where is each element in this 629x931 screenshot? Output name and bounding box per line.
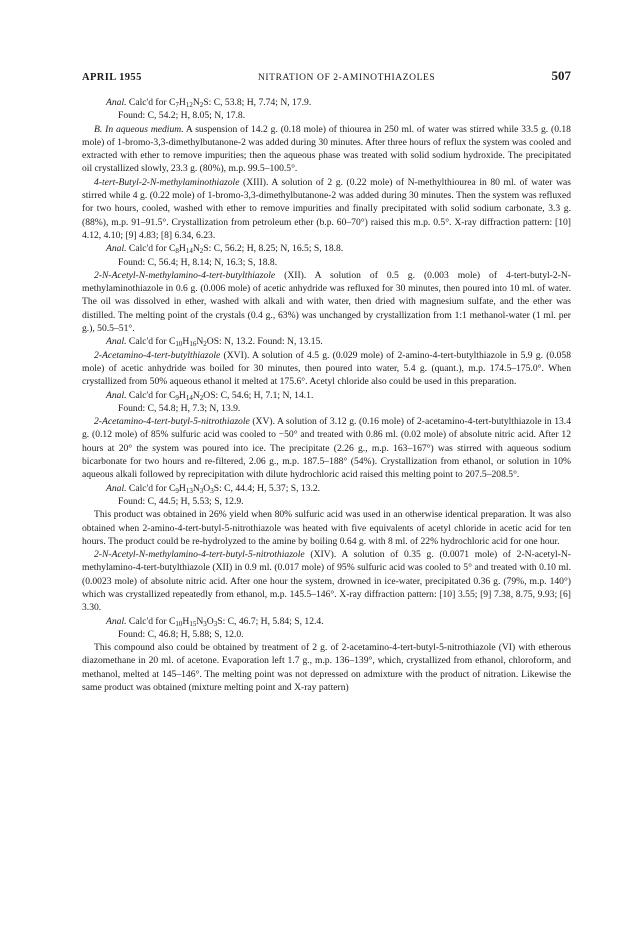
analysis-found-4: Found: C, 54.8; H, 7.3; N, 13.9.: [118, 402, 241, 414]
analysis-calc-1: Anal. Calc'd for $C_7H_{12}N_2S$: C, 53.8; H, 7.74; N, 17.9.: [106, 97, 312, 109]
analysis-calc-4: Anal. Calc'd for $C_9H_{14}N_2OS$: C, 54.6; H, 7.1; N, 14.1.: [106, 389, 314, 402]
paragraph-compound-xv: 2-Acetamino-4-tert-butyl-5-nitrothiazole (XV). A solution of 3.12 g. (0.16 mole) of 2-acetamino-4-tert-butylthiazole in 13.4 g. (0.12 mole) of 85% sulfuric acid was cooled to −50° and treated with 0.86 ml. (0.02 mole) of absolute nitric acid. After 12 hours at 20° the system was poured into ice. The precipitate (2.26 g., m.p. 163–167°) was stirred with aqueous sodium bicarbonate for two hours and re-filtered, 2.06 g., m.p. 187.5–188° (54%). Crystallization from ethanol, or solution in 10% aqueous alkali followed by reprecipitation with dilute hydrochloric acid raised this melting point to 207.5–208.5°.: [82, 416, 571, 481]
article-body: [82, 96, 571, 694]
paragraph-compound-xiv: 2-N-Acetyl-N-methylamino-4-tert-butyl-5-nitrothiazole (XIV). A solution of 0.35 g. (0.0071 mole) of 2-N-acetyl-N-methylamino-4-tert-butylthiazole (XII) in 0.9 ml. (0.017 mole) of 95% sulfuric acid was cooled to 5° and treated with 0.10 ml. (0.0023 mole) of absolute nitric acid. After one hour the system, drowned in ice-water, precipitated 0.36 g. (79%, m.p. 140°) which was crystallized repeatedly from ethanol, m.p. 145.5–146°. X-ray diffraction pattern: [10] 3.55; [9] 7.38, 8.75, 9.93; [6] 3.30.: [82, 549, 571, 614]
article-title: NITRATION OF 2-AMINOTHIAZOLES: [257, 73, 436, 83]
paragraph-yield-note: This product was obtained in 26% yield when 80% sulfuric acid was used in an otherwise identical preparation. It was also obtained when 2-amino-4-tert-butyl-5-nitrothiazole was heated with five equivalents of acetyl chloride in acetic acid for ten hours. The product could be re-hydrolyzed to the amine by boiling 0.64 g. with 8 ml. of 22% hydrochloric acid for one hour.: [82, 509, 571, 547]
analysis-calc-3: Anal. Calc'd for $C_{10}H_{16}N_2OS$: N, 13.2. Found: N, 13.15.: [106, 336, 323, 349]
paragraph-diazomethane: This compound also could be obtained by treatment of 2 g. of 2-acetamino-4-tert-butyl-5-nitrothiazole (VI) with etherous diazomethane in 20 ml. of acetone. Evaporation left 1.7 g., m.p. 136–139°, which, crystallized from ethanol, chloroform, and methanol, melted at 145–146°. The melting point was not depressed on admixture with the product of nitration. Likewise the same product was obtained (mixture melting point and X-ray pattern): [82, 642, 571, 694]
analysis-calc-2: Anal. Calc'd for $C_8H_{14}N_2S$: C, 56.2; H, 8.25; N, 16.5; S, 18.8.: [106, 243, 344, 256]
analysis-calc-6: Anal. Calc'd for $C_{10}H_{15}N_3O_3S$: C, 46.7; H, 5.84; S, 12.4.: [106, 615, 324, 628]
journal-date: APRIL 1955: [82, 72, 142, 83]
running-header: [82, 68, 571, 90]
paragraph-compound-xvi: 2-Acetamino-4-tert-butylthiazole (XVI). A solution of 4.5 g. (0.029 mole) of 2-amino-4-tert-butylthiazole in 5.9 g. (0.058 mole) of acetic anhydride was boiled for 30 minutes, then poured into water, 5.4 g. (quant.), m.p. 174.5–175.0°. When crystallized from 50% aqueous ethanol it melted at 175.6°. Acetyl chloride also could be used in this preparation.: [82, 349, 571, 388]
page-number: 507: [551, 68, 571, 83]
analysis-found-2: Found: C, 56.4; H, 8.14; N, 16.3; S, 18.8.: [118, 256, 278, 268]
analysis-found-6: Found: C, 46.8; H, 5.88; S, 12.0.: [118, 628, 244, 640]
paragraph-compound-xii: 2-N-Acetyl-N-methylamino-4-tert-butylthiazole (XII). A solution of 0.5 g. (0.003 mole) of 4-tert-butyl-2-N-methylaminothiazole in 0.6 g. (0.006 mole) of acetic anhydride was refluxed for 30 minutes, then poured into 10 ml. of water. The oil was dissolved in ether, washed with alkali and with water, then dried with magnesium sulfate, and the ether was distilled. The melting point of the crystals (0.4 g., 63%) was unchanged by crystallization from 1:1 methanol-water (1 ml. per g.), 50.5–51°.: [82, 269, 571, 335]
paragraph-aqueous-medium: B. In aqueous medium. A suspension of 14.2 g. (0.18 mole) of thiourea in 250 ml. of water was stirred while 33.5 g. (0.18 mole) of 1-bromo-3,3-dimethylbutanone-2 was added during 30 minutes. After three hours of reflux the system was cooled and extracted with ether to remove impurities; then the aqueous phase was treated with solid sodium hydroxide. The precipitated oil crystallized slowly, 23.3 g. (80%), m.p. 99.5–100.5°.: [82, 123, 571, 175]
paragraph-compound-xiii: 4-tert-Butyl-2-N-methylaminothiazole (XIII). A solution of 2 g. (0.22 mole) of N-methylthiourea in 80 ml. of water was stirred while 4 g. (0.22 mole) of 1-bromo-3,3-dimethylbutanone-2 was added during 30 minutes. Then the system was refluxed for two hours, cooled, washed with ether to remove impurities and finally precipitated with solid sodium carbonate, 3.3 g. (88%), m.p. 91–91.5°. Crystallization from petroleum ether (b.p. 60–70°) raised this m.p. 0.5°. X-ray diffraction pattern: [10] 4.12, 4.10; [9] 4.83; [8] 6.34, 6.23.: [82, 176, 571, 241]
analysis-found-1: Found: C, 54.2; H, 8.05; N, 17.8.: [118, 110, 246, 122]
analysis-found-5: Found: C, 44.5; H, 5.53; S, 12.9.: [118, 495, 244, 507]
analysis-calc-5: Anal. Calc'd for $C_9H_{13}N_3O_3S$: C, 44.4; H, 5.37; S, 13.2.: [106, 482, 321, 495]
